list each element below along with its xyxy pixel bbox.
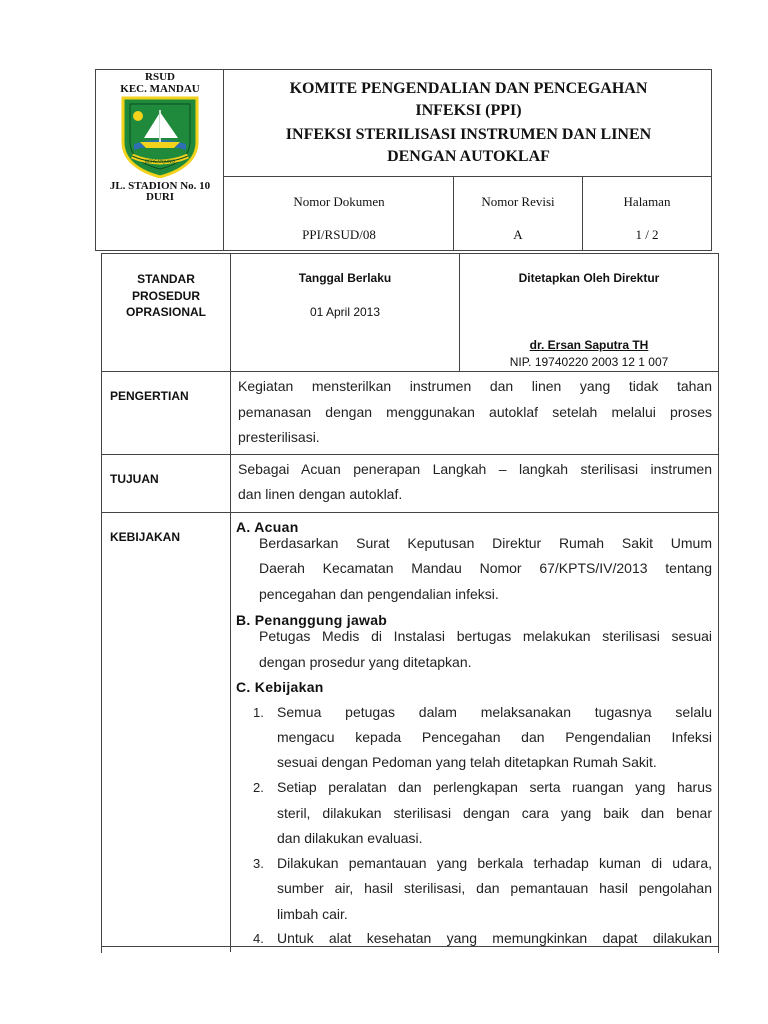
policy-item-line: mengacu kepada Pencegahan dan Pengendalian Infeksi	[277, 729, 712, 745]
revision-value: A	[513, 227, 523, 242]
list-number: 4.	[253, 931, 264, 946]
list-number: 2.	[253, 780, 264, 795]
hospital-logo-block	[96, 70, 224, 250]
sop-table	[101, 253, 719, 953]
policy-item-line: Semua petugas dalam melaksanakan tugasnya selalu	[277, 704, 712, 720]
tujuan-line: dan linen dengan autoklaf.	[238, 486, 403, 502]
effective-date: 01 April 2013	[309, 305, 381, 319]
policy-item-line: sesuai dengan Pedoman yang telah ditetapkan Rumah Sakit.	[277, 754, 657, 770]
director-nip: NIP. 19740220 2003 12 1 007	[509, 355, 669, 369]
subsection-heading-kebijakan: C. Kebijakan	[236, 679, 324, 695]
acuan-line: pencegahan dan pengendalian infeksi.	[259, 586, 499, 602]
policy-item-line: Untuk alat kesehatan yang memungkinkan dapat dilakukan	[277, 930, 712, 946]
acuan-line: Daerah Kecamatan Mandau Nomor 67/KPTS/IV/2013 tentang	[259, 560, 712, 576]
policy-item-line: sumber air, hasil sterilisasi, dan pemantauan hasil pengolahan	[277, 880, 712, 896]
title-line: INFEKSI (PPI)	[415, 102, 522, 119]
doc-number-label: Nomor Dokumen	[293, 194, 385, 209]
row-divider	[102, 512, 718, 513]
pengertian-line: presterilisasi.	[238, 429, 320, 445]
address-line: JL. STADION No. 10	[109, 180, 211, 192]
section-label-pengertian: PENGERTIAN	[110, 389, 189, 403]
page-value: 1 / 2	[635, 227, 659, 242]
column-divider	[230, 254, 231, 952]
acuan-line: Berdasarkan Surat Keputusan Direktur Rumah Sakit Umum	[259, 535, 712, 551]
list-number: 1.	[253, 705, 264, 720]
title-line: KOMITE PENGENDALIAN DAN PENCEGAHAN	[289, 80, 648, 97]
list-number: 3.	[253, 856, 264, 871]
title-line: INFEKSI STERILISASI INSTRUMEN DAN LINEN	[285, 126, 652, 143]
policy-item-line: Dilakukan pemantauan yang berkala terhadap kuman di udara,	[277, 855, 712, 871]
document-title	[225, 70, 712, 176]
section-label-kebijakan: KEBIJAKAN	[110, 530, 181, 544]
subsection-heading-acuan: A. Acuan	[236, 519, 299, 535]
document-header	[95, 69, 712, 251]
section-label-tujuan: TUJUAN	[110, 472, 159, 486]
effective-date-label: Tanggal Berlaku	[298, 271, 392, 285]
director-name: dr. Ersan Saputra TH	[529, 338, 649, 352]
emblem-ribbon-text: BERSANJUNG	[145, 160, 175, 165]
row-divider	[102, 454, 718, 455]
address-city: DURI	[145, 191, 175, 203]
pengertian-line: Kegiatan mensterilkan instrumen dan linen yang tidak tahan	[238, 378, 712, 394]
policy-item-line: dan dilakukan evaluasi.	[277, 830, 423, 846]
hospital-emblem-icon	[118, 96, 202, 178]
title-line: DENGAN AUTOKLAF	[387, 148, 550, 165]
pengertian-line: pemanasan dengan menggunakan autoklaf setelah melalui proses	[238, 404, 712, 420]
row-divider	[102, 371, 718, 372]
policy-item-line: Setiap peralatan dan perlengkapan serta ruangan yang harus	[277, 779, 712, 795]
doc-number-value: PPI/RSUD/08	[302, 227, 376, 242]
page-label: Halaman	[623, 194, 671, 209]
revision-label: Nomor Revisi	[481, 194, 555, 209]
org-name: RSUD	[145, 71, 175, 83]
penanggung-jawab-line: dengan prosedur yang ditetapkan.	[259, 654, 472, 670]
policy-item-line: steril, dilakukan sterilisasi dengan cara yang baik dan benar	[277, 805, 712, 821]
approved-by-label: Ditetapkan Oleh Direktur	[518, 271, 660, 285]
policy-item-line: limbah cair.	[277, 906, 348, 922]
penanggung-jawab-line: Petugas Medis di Instalasi bertugas melakukan sterilisasi sesuai	[259, 628, 712, 644]
subsection-heading-penanggung-jawab: B. Penanggung jawab	[236, 612, 388, 628]
org-subdistrict: KEC. MANDAU	[120, 83, 200, 95]
sop-type-label: STANDAR PROSEDUR OPRASIONAL	[125, 272, 206, 319]
tujuan-line: Sebagai Acuan penerapan Langkah – langkah sterilisasi instrumen	[238, 461, 712, 477]
header-divider	[224, 176, 712, 177]
